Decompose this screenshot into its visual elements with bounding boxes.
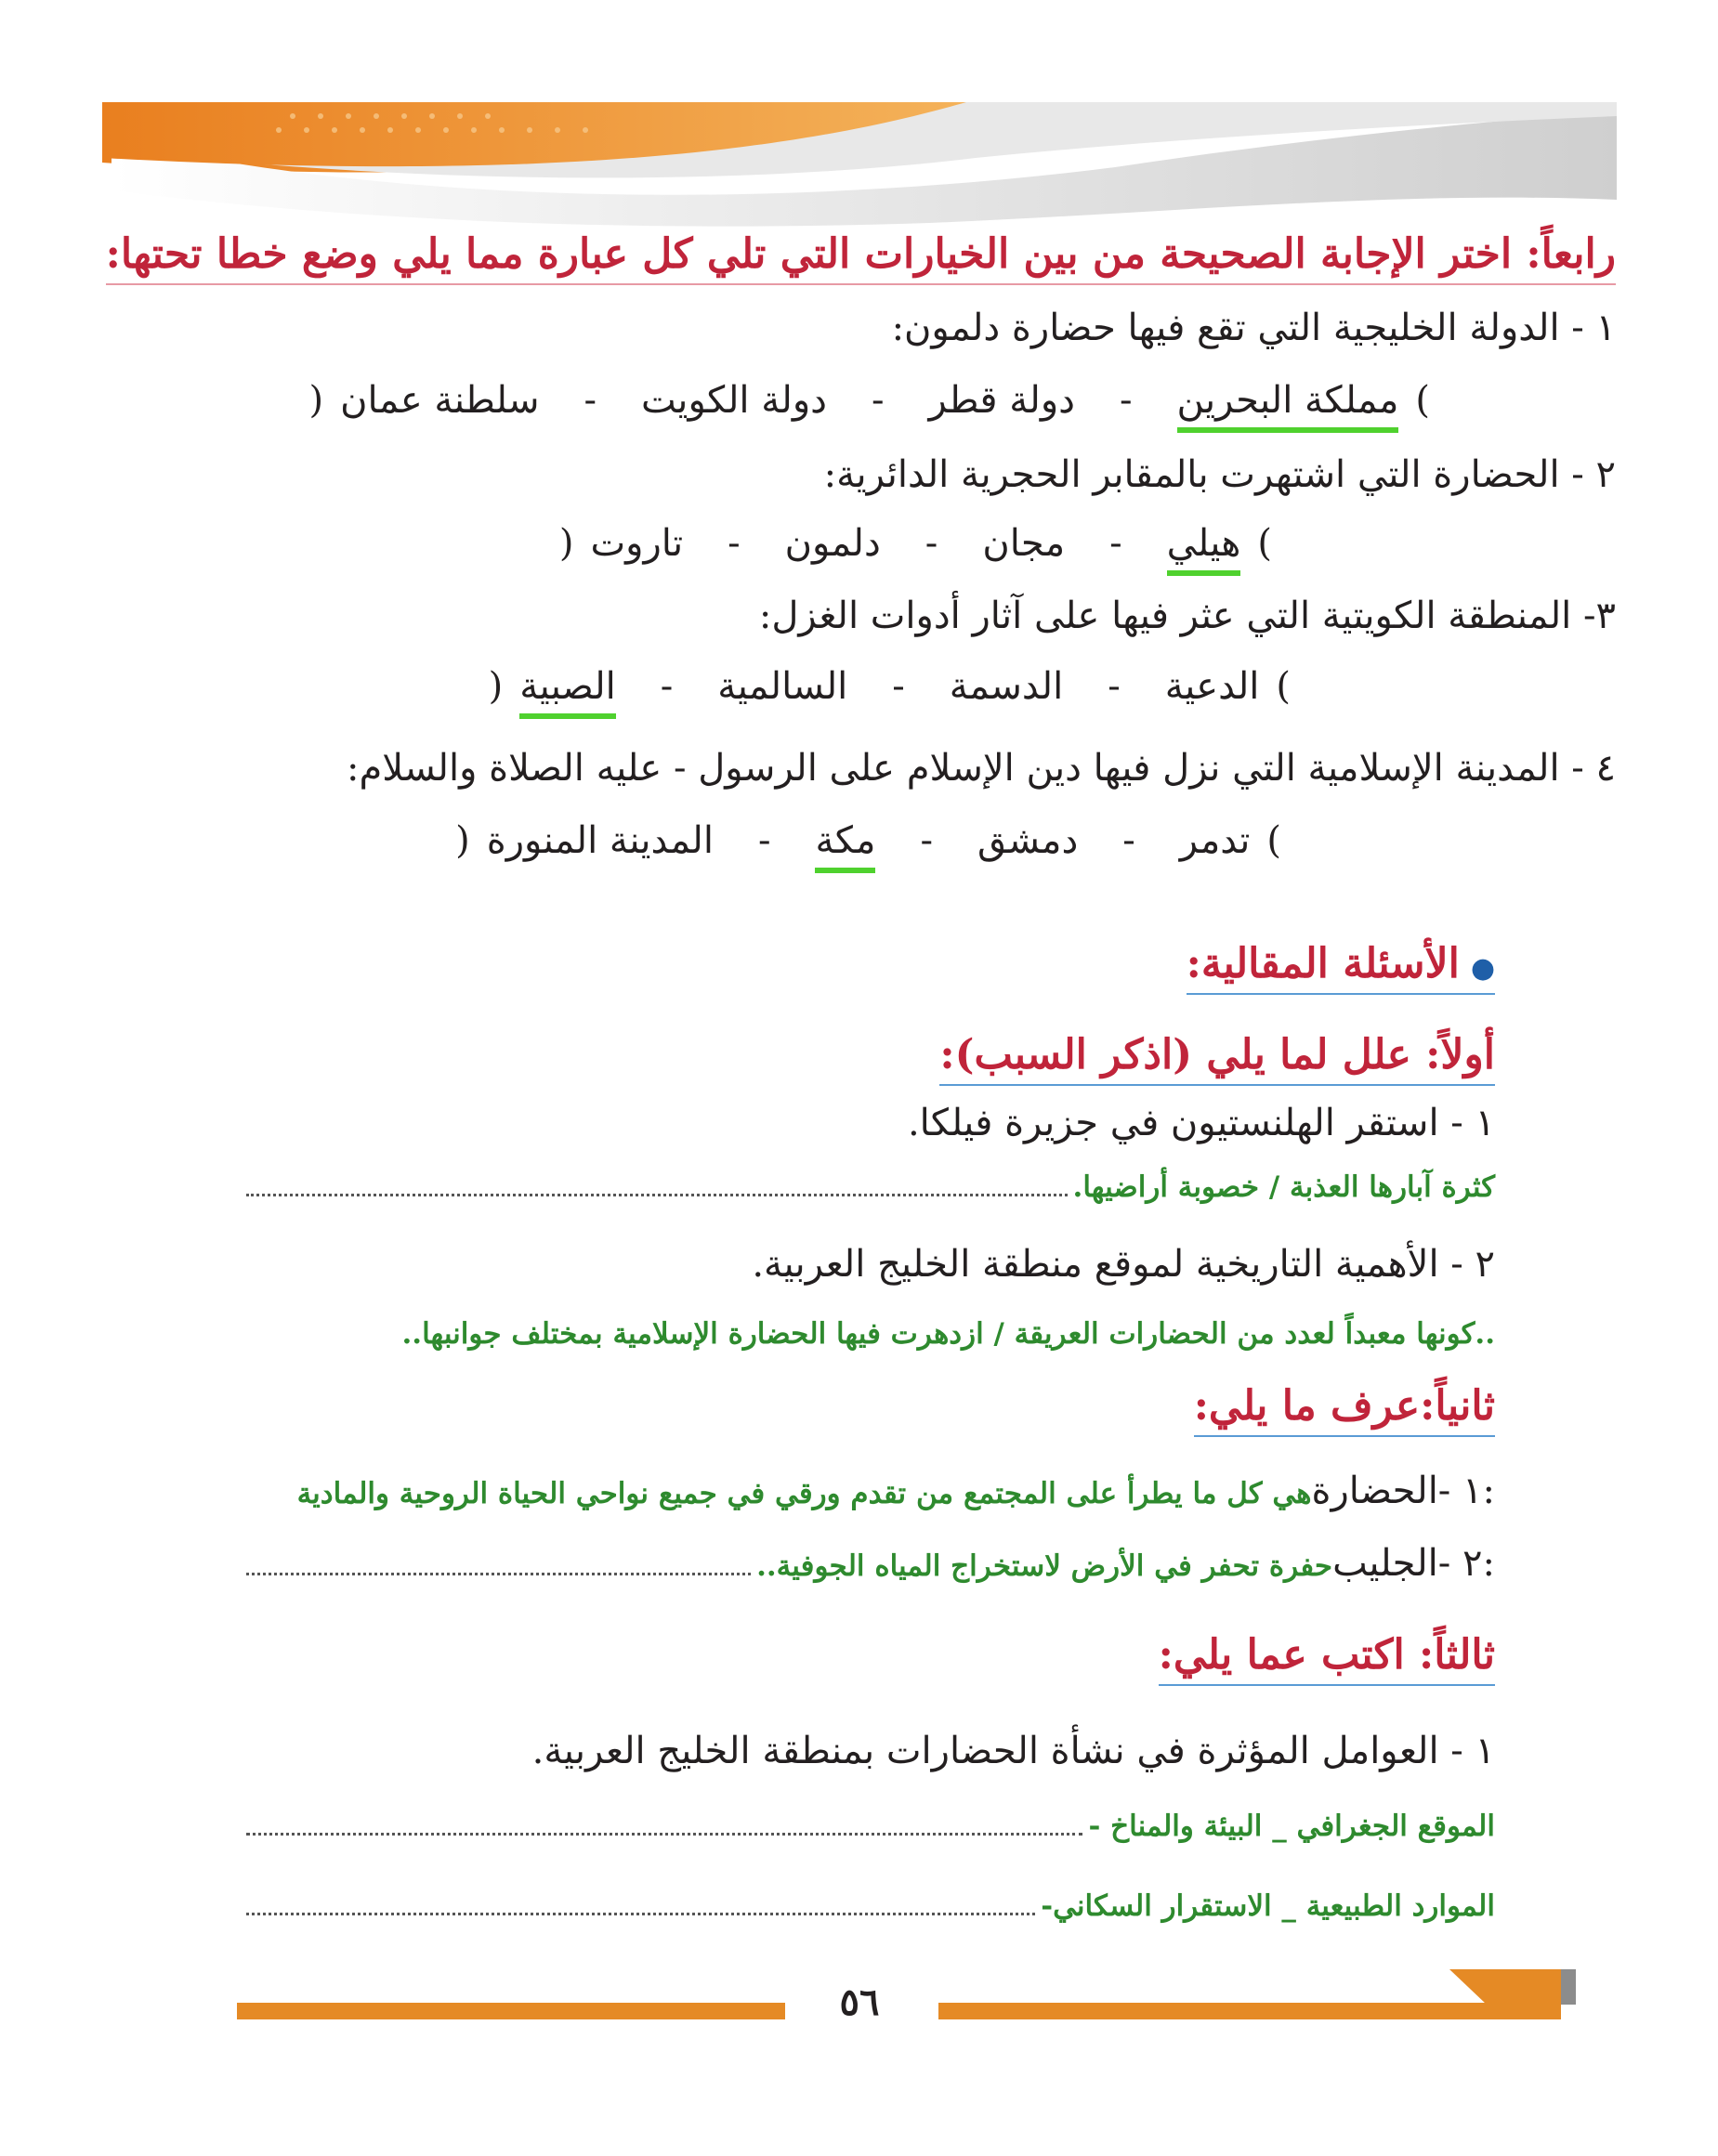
option-dilmun[interactable]: دلمون xyxy=(784,522,881,565)
part3-answer-2: -الموارد الطبيعية _ الاستقرار السكاني xyxy=(1041,1889,1495,1923)
option-qatar[interactable]: دولة قطر xyxy=(928,379,1075,422)
question-1-text: ١ - الدولة الخليجية التي تقع فيها حضارة دلمون: xyxy=(891,307,1616,349)
option-bahrain[interactable]: مملكة البحرين xyxy=(1177,379,1399,433)
option-subiya[interactable]: الصبية xyxy=(519,665,616,719)
dotted-line xyxy=(246,1913,1035,1915)
header-decoration xyxy=(0,0,1718,242)
dotted-line xyxy=(246,1573,751,1575)
option-salmiya[interactable]: السالمية xyxy=(717,665,848,708)
part2-item1-answer: هي كل ما يطرأ على المجتمع من تقدم ورقي في جميع نواحي الحياة الروحية والمادية xyxy=(296,1477,1312,1510)
option-magan[interactable]: مجان xyxy=(982,522,1066,565)
section-title-choose-correct: رابعاً: اختر الإجابة الصحيحة من بين الخيارات التي تلي كل عبارة مما يلي وضع خطا تحتها: xyxy=(106,230,1616,285)
question-4-options: ( تدمر - دمشق - مكة - المدينة المنورة ) xyxy=(455,819,1281,873)
option-hili[interactable]: هيلي xyxy=(1167,522,1241,576)
part1-item1-text: ١ - استقر الهلنستيون في جزيرة فيلكا. xyxy=(907,1102,1495,1144)
part1-item1-answer: .كثرة آبارها العذبة / خصوبة أراضيها xyxy=(1072,1170,1495,1204)
part3-item1-text: ١ - العوامل المؤثرة في نشأة الحضارات بمنطقة الخليج العربية. xyxy=(531,1730,1495,1772)
option-daiya[interactable]: الدعية xyxy=(1164,665,1260,708)
page-number: ٥٦ xyxy=(839,1980,880,2024)
option-oman[interactable]: سلطنة عمان xyxy=(340,379,540,422)
dotted-line xyxy=(246,1194,1068,1196)
question-1-options: ( مملكة البحرين - دولة قطر - دولة الكويت - سلطنة عمان ) xyxy=(309,379,1430,433)
dotted-line xyxy=(246,1833,1082,1836)
part2-item2-line[interactable] xyxy=(241,1542,1495,1585)
part1-item2-answer: ..كونها معبداً لعدد من الحضارات العريقة / ازدهرت فيها الحضارة الإسلامية بمختلف جوانبها.. xyxy=(401,1317,1495,1351)
part1-title: أولاً: علل لما يلي (اذكر السبب): xyxy=(939,1031,1495,1086)
part1-item1-answer-line[interactable] xyxy=(241,1170,1495,1204)
question-2-text: ٢ - الحضارة التي اشتهرت بالمقابر الحجرية الدائرية: xyxy=(823,453,1616,496)
bullet-icon: ● xyxy=(1470,952,1495,985)
part1-item2-text: ٢ - الأهمية التاريخية لموقع منطقة الخليج العربية. xyxy=(752,1243,1495,1286)
essay-questions-heading: ●الأسئلة المقالية: xyxy=(1187,940,1495,995)
footer-corner-decoration xyxy=(1449,1969,1617,2025)
question-3-text: ٣- المنطقة الكويتية التي عثر فيها على آثار أدوات الغزل: xyxy=(758,595,1616,637)
option-palmyra[interactable]: تدمر xyxy=(1179,819,1251,862)
footer-bar-left xyxy=(237,2003,785,2019)
option-damascus[interactable]: دمشق xyxy=(977,819,1079,862)
option-dasma[interactable]: الدسمة xyxy=(949,665,1064,708)
question-4-text: ٤ - المدينة الإسلامية التي نزل فيها دين الإسلام على الرسول - عليه الصلاة والسلام: xyxy=(346,747,1616,790)
part1-item2-answer-line[interactable] xyxy=(241,1317,1495,1351)
part2-title: ثانياً:عرف ما يلي: xyxy=(1194,1382,1495,1437)
part3-title: ثالثاً: اكتب عما يلي: xyxy=(1159,1631,1495,1686)
part3-answer-1: - الموقع الجغرافي _ البيئة والمناخ xyxy=(1088,1810,1495,1843)
part2-item2-term: ٢ -الجليب: xyxy=(1332,1542,1495,1585)
part3-answer-2-line[interactable] xyxy=(241,1889,1495,1923)
part3-answer-1-line[interactable] xyxy=(241,1810,1495,1843)
part2-item2-answer: ..حفرة تحفر في الأرض لاستخراج المياه الجوفية xyxy=(756,1549,1333,1583)
option-kuwait[interactable]: دولة الكويت xyxy=(641,379,827,422)
option-mecca[interactable]: مكة xyxy=(815,819,875,873)
part2-item1-line[interactable] xyxy=(176,1470,1495,1512)
question-3-options: ( الدعية - الدسمة - السالمية - الصبية ) xyxy=(489,665,1291,719)
option-tarut[interactable]: تاروت xyxy=(590,522,684,565)
part2-item1-term: ١ -الحضارة: xyxy=(1311,1470,1495,1512)
option-medina[interactable]: المدينة المنورة xyxy=(486,819,714,862)
question-2-options: ( هيلي - مجان - دلمون - تاروت ) xyxy=(559,522,1272,576)
